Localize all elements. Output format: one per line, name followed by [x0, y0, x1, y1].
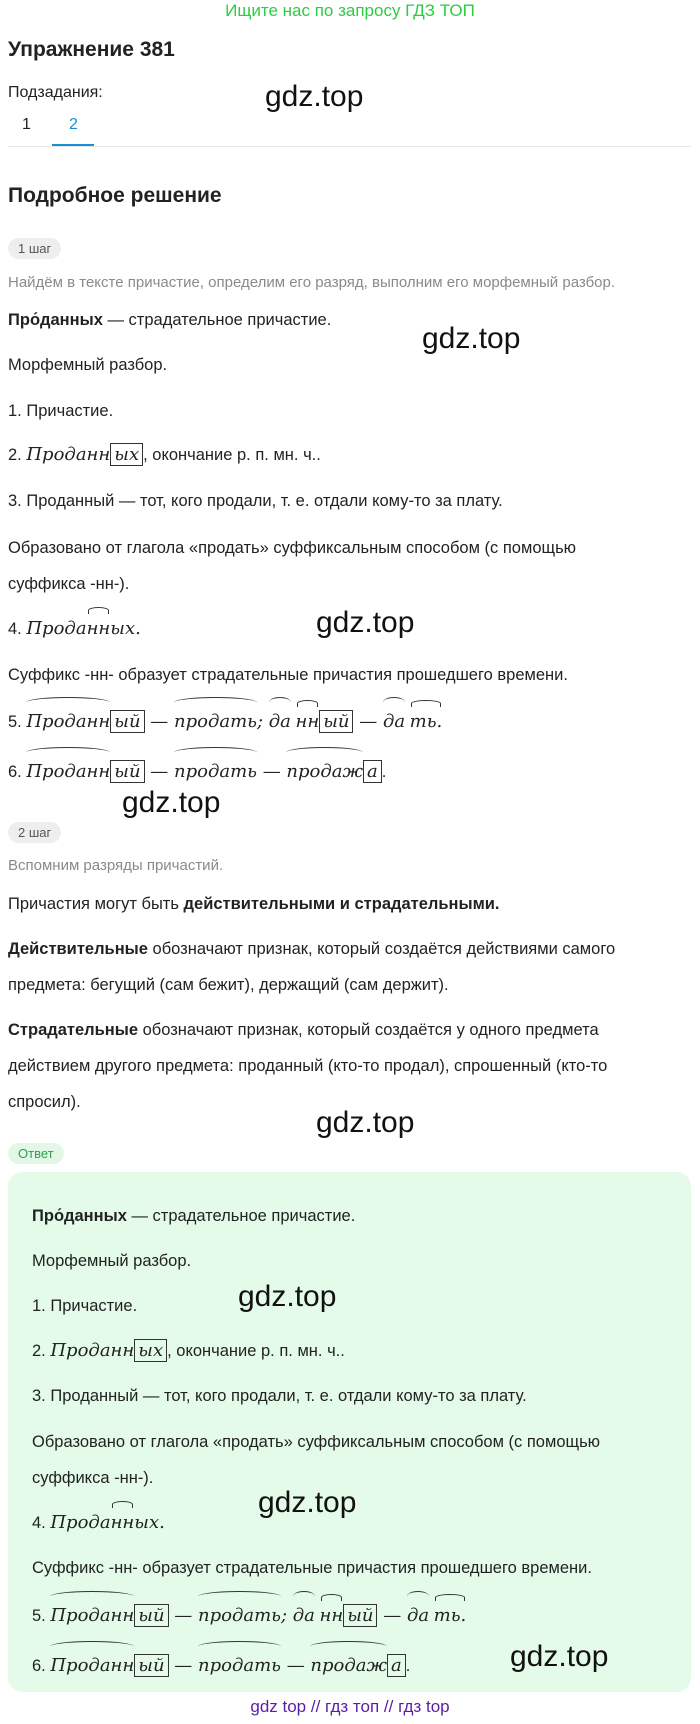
- step-1-chip: 1 шаг: [8, 238, 61, 259]
- step-1-hint: Найдём в тексте причастие, определим его разряд, выполним его морфемный разбор.: [8, 274, 616, 291]
- footer-separator: //: [310, 1697, 321, 1716]
- watermark: gdz.top: [238, 1280, 337, 1313]
- step-2-chip: 2 шаг: [8, 822, 61, 843]
- step-1-line: 3. Проданный — тот, кого продали, т. е. отдали кому-то за плату.: [8, 492, 503, 510]
- step-1-derivation-line: 6. Проданн ый — продать — продаж а .: [8, 754, 386, 790]
- step-1-suffix-line: 4. Проданных.: [8, 611, 141, 647]
- answer-derivation-line: 5. Проданн ый — продать; да нн ый — да ть.: [32, 1598, 466, 1634]
- page-title: Упражнение 381: [8, 38, 175, 61]
- step-2-hint: Вспомним разряды причастий.: [8, 857, 224, 874]
- step-1-line: суффикса -нн-).: [8, 575, 130, 593]
- tab-2[interactable]: 2: [69, 116, 78, 133]
- watermark: gdz.top: [258, 1486, 357, 1519]
- answer-line: Про́данных — страдательное причастие.: [32, 1207, 356, 1225]
- answer-morph-line: 2. Проданн ых , окончание р. п. мн. ч..: [32, 1340, 345, 1361]
- answer-chip: Ответ: [8, 1143, 64, 1164]
- watermark: gdz.top: [510, 1640, 609, 1673]
- subtasks-label: Подзадания:: [8, 84, 103, 101]
- footer-link[interactable]: gdz top: [250, 1697, 307, 1716]
- answer-line: суффикса -нн-).: [32, 1469, 154, 1487]
- step-1-line: Про́данных — страдательное причастие.: [8, 311, 332, 329]
- watermark: gdz.top: [316, 1106, 415, 1139]
- step-1-morph-line: 2. Проданн ых , окончание р. п. мн. ч..: [8, 444, 321, 465]
- solution-heading: Подробное решение: [8, 184, 222, 207]
- step-2-line: предмета: бегущий (сам бежит), держащий (сам держит).: [8, 976, 449, 994]
- tabs-divider: [8, 146, 691, 147]
- step-1-line: 1. Причастие.: [8, 402, 114, 420]
- answer-derivation-line: 6. Проданн ый — продать — продаж а .: [32, 1648, 410, 1684]
- footer-link[interactable]: гдз top: [398, 1697, 450, 1716]
- step-1-line: Образовано от глагола «продать» суффиксальным способом (с помощью: [8, 539, 577, 557]
- answer-line: 1. Причастие.: [32, 1297, 138, 1315]
- watermark: gdz.top: [265, 80, 364, 113]
- footer-separator: //: [383, 1697, 394, 1716]
- answer-line: 3. Проданный — тот, кого продали, т. е. отдали кому-то за плату.: [32, 1387, 527, 1405]
- answer-suffix-line: 4. Проданных.: [32, 1505, 165, 1541]
- step-2-line: спросил).: [8, 1093, 81, 1111]
- answer-line: Образовано от глагола «продать» суффиксальным способом (с помощью: [32, 1433, 601, 1451]
- footer-links: [0, 1697, 700, 1717]
- step-1-line: Суффикс -нн- образует страдательные причастия прошедшего времени.: [8, 666, 568, 684]
- search-banner[interactable]: Ищите нас по запросу ГДЗ ТОП: [225, 1, 475, 20]
- step-2-line: Страдательные обозначают признак, который создаётся у одного предмета: [8, 1021, 599, 1039]
- answer-line: Суффикс -нн- образует страдательные причастия прошедшего времени.: [32, 1559, 592, 1577]
- watermark: gdz.top: [316, 606, 415, 639]
- watermark: gdz.top: [422, 322, 521, 355]
- tab-1[interactable]: 1: [22, 116, 31, 133]
- step-2-line: Причастия могут быть действительными и страдательными.: [8, 895, 500, 913]
- step-2-line: Действительные обозначают признак, который создаётся действиями самого: [8, 940, 616, 958]
- step-1-derivation-line: 5. Проданн ый — продать; да нн ый — да ть.: [8, 704, 442, 740]
- footer-link[interactable]: гдз топ: [325, 1697, 380, 1716]
- step-1-line: Морфемный разбор.: [8, 356, 168, 374]
- answer-line: Морфемный разбор.: [32, 1252, 192, 1270]
- watermark: gdz.top: [122, 786, 221, 819]
- step-2-line: действием другого предмета: проданный (кто-то продал), спрошенный (кто-то: [8, 1057, 608, 1075]
